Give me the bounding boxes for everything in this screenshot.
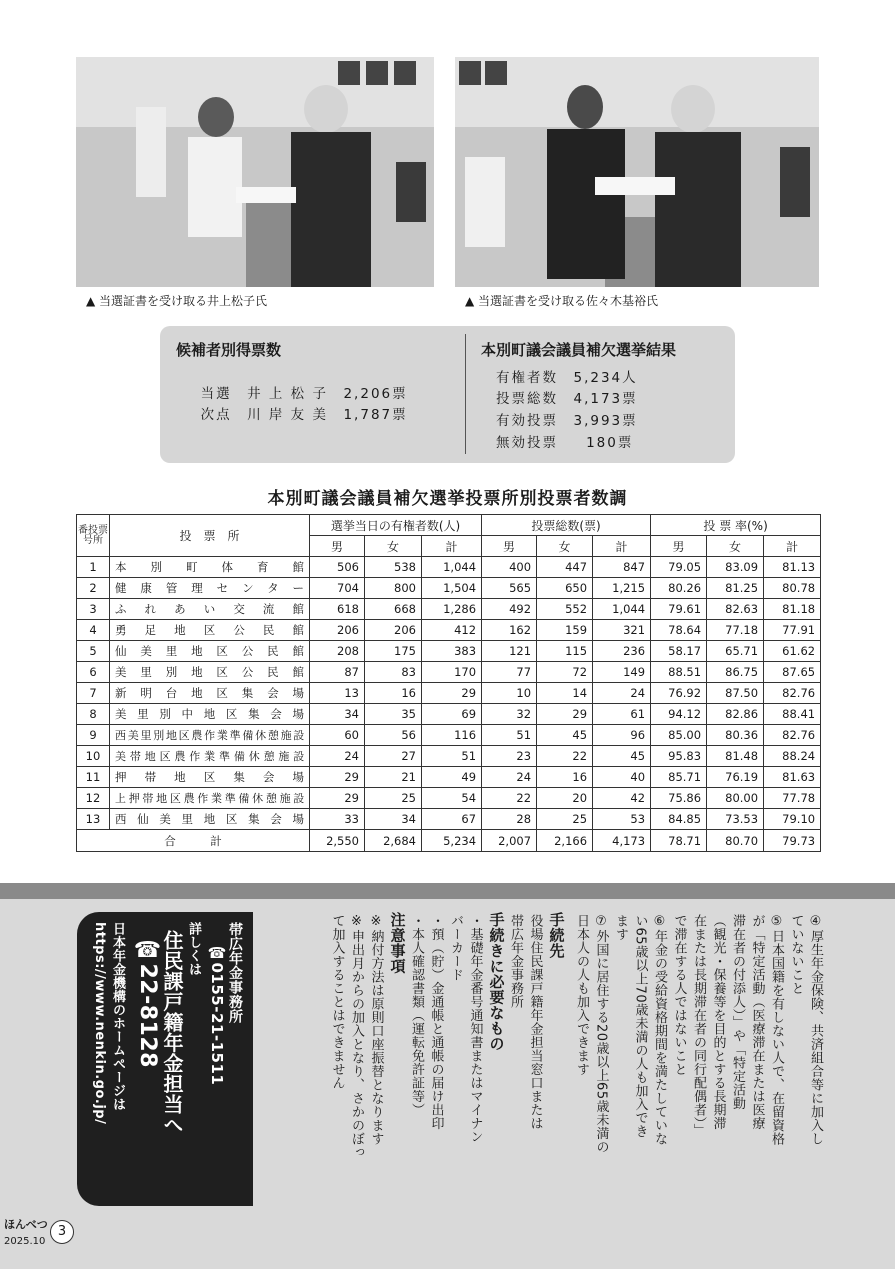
website-link[interactable]: https://www.nenkin.go.jp/	[92, 922, 107, 1125]
row-cell: 16	[365, 683, 422, 704]
header-female: 女	[537, 536, 593, 557]
header-number: 番投票号所	[77, 515, 110, 557]
summary-row	[496, 366, 638, 386]
row-place: 健康管理センター	[110, 578, 310, 599]
header-sum: 計	[764, 536, 821, 557]
table-row	[77, 683, 821, 704]
total-cell: 2,166	[537, 830, 593, 852]
row-cell: 383	[422, 641, 482, 662]
row-cell: 29	[422, 683, 482, 704]
eligibility-line: ⑤日本国籍を有しない人で、在留資格	[769, 914, 784, 1146]
header-female: 女	[365, 536, 422, 557]
issue-date: 2025.10	[4, 1236, 46, 1247]
row-cell: 236	[593, 641, 651, 662]
eligibility-line: 日本人の人も加入できます	[574, 914, 589, 1076]
row-cell: 162	[482, 620, 537, 641]
row-cell: 94.12	[651, 704, 707, 725]
header-male: 男	[651, 536, 707, 557]
total-cell: 2,684	[365, 830, 422, 852]
row-number: 12	[77, 788, 110, 809]
row-cell: 80.26	[651, 578, 707, 599]
row-cell: 704	[310, 578, 365, 599]
row-cell: 51	[482, 725, 537, 746]
row-number: 10	[77, 746, 110, 767]
row-cell: 83.09	[707, 557, 764, 578]
row-cell: 33	[310, 809, 365, 830]
eligibility-line: 在または長期滞在者の同行配偶者）」	[691, 914, 706, 1137]
row-place: 西仙美里地区集会場	[110, 809, 310, 830]
photo-caption-left: ▲ 当選証書を受け取る井上松子氏	[86, 294, 268, 308]
row-cell: 45	[537, 725, 593, 746]
photo-certificate-sasaki	[455, 57, 819, 287]
summary-label: 有効投票	[496, 413, 558, 429]
polling-station-table	[76, 514, 821, 852]
office-tel: ☎0155-21-1511	[208, 944, 226, 1086]
row-cell: 88.51	[651, 662, 707, 683]
row-cell: 1,044	[593, 599, 651, 620]
row-cell: 206	[365, 620, 422, 641]
notes-heading: 注意事項	[388, 912, 407, 974]
row-cell: 86.75	[707, 662, 764, 683]
procedure-line: 役場住民課戸籍年金担当窓口または	[527, 914, 543, 1130]
row-cell: 87	[310, 662, 365, 683]
row-place: 仙美里地区公民館	[110, 641, 310, 662]
row-cell: 847	[593, 557, 651, 578]
row-cell: 58.17	[651, 641, 707, 662]
row-cell: 668	[365, 599, 422, 620]
table-total-row	[77, 830, 821, 852]
row-cell: 27	[365, 746, 422, 767]
summary-label: 無効投票	[496, 435, 558, 451]
table-row	[77, 557, 821, 578]
eligibility-line: ⑥年金の受給資格期間を満たしていな	[652, 914, 667, 1146]
row-cell: 84.85	[651, 809, 707, 830]
table-title: 本別町議会議員補欠選挙投票所別投票者数調	[267, 489, 628, 509]
candidate-status: 次点	[200, 407, 232, 423]
row-cell: 23	[482, 746, 537, 767]
summary-label: 投票総数	[496, 391, 558, 407]
eligibility-line: 滞在者の付添人）」や「特定活動	[730, 914, 745, 1110]
row-cell: 21	[365, 767, 422, 788]
row-cell: 29	[310, 767, 365, 788]
row-cell: 61	[593, 704, 651, 725]
row-cell: 14	[537, 683, 593, 704]
detail-label: 詳しくは	[186, 922, 201, 976]
header-male: 男	[482, 536, 537, 557]
row-cell: 170	[422, 662, 482, 683]
row-cell: 82.76	[764, 683, 821, 704]
row-cell: 76.19	[707, 767, 764, 788]
row-cell: 51	[422, 746, 482, 767]
row-cell: 81.13	[764, 557, 821, 578]
row-cell: 96	[593, 725, 651, 746]
candidate-votes: 1,787票	[343, 407, 408, 423]
row-cell: 1,044	[422, 557, 482, 578]
row-cell: 34	[365, 809, 422, 830]
row-cell: 82.63	[707, 599, 764, 620]
header-male: 男	[310, 536, 365, 557]
candidates-title: 候補者別得票数	[176, 341, 282, 359]
header-female: 女	[707, 536, 764, 557]
row-cell: 81.25	[707, 578, 764, 599]
row-cell: 77	[482, 662, 537, 683]
brand-logo-text: ほんべつ	[4, 1218, 48, 1231]
row-cell: 81.18	[764, 599, 821, 620]
needs-line: バーカード	[448, 914, 463, 982]
row-cell: 77.78	[764, 788, 821, 809]
notes-line: て加入することはできません	[329, 914, 345, 1090]
row-cell: 22	[537, 746, 593, 767]
candidate-name: 井 上 松 子	[247, 386, 328, 402]
row-cell: 1,504	[422, 578, 482, 599]
total-cell: 2,550	[310, 830, 365, 852]
table-row	[77, 767, 821, 788]
total-cell: 78.71	[651, 830, 707, 852]
row-place: 上押帯地区農作業準備休憩施設	[110, 788, 310, 809]
row-cell: 80.00	[707, 788, 764, 809]
row-cell: 56	[365, 725, 422, 746]
eligibility-line: い65歳以上70歳未満の人も加入でき	[632, 914, 648, 1139]
row-cell: 34	[310, 704, 365, 725]
row-cell: 1,215	[593, 578, 651, 599]
results-divider	[465, 334, 466, 454]
row-cell: 208	[310, 641, 365, 662]
summary-value: 180票	[573, 435, 634, 451]
row-cell: 85.71	[651, 767, 707, 788]
row-number: 7	[77, 683, 110, 704]
row-cell: 82.76	[764, 725, 821, 746]
total-cell: 5,234	[422, 830, 482, 852]
eligibility-line: ます	[613, 914, 628, 941]
header-sum: 計	[422, 536, 482, 557]
photo-certificate-inoue	[76, 57, 434, 287]
row-number: 8	[77, 704, 110, 725]
row-cell: 79.05	[651, 557, 707, 578]
row-cell: 69	[422, 704, 482, 725]
row-cell: 800	[365, 578, 422, 599]
row-cell: 75.86	[651, 788, 707, 809]
header-total-votes: 投票総数(票)	[482, 515, 651, 536]
row-cell: 552	[537, 599, 593, 620]
row-cell: 49	[422, 767, 482, 788]
row-cell: 83	[365, 662, 422, 683]
summary-value: 4,173票	[573, 391, 638, 407]
row-cell: 618	[310, 599, 365, 620]
row-cell: 1,286	[422, 599, 482, 620]
row-number: 2	[77, 578, 110, 599]
table-row	[77, 725, 821, 746]
row-cell: 29	[310, 788, 365, 809]
row-cell: 88.41	[764, 704, 821, 725]
row-cell: 10	[482, 683, 537, 704]
eligibility-line: （観光・保養等を目的とする長期滞	[710, 914, 726, 1130]
procedure-line: 帯広年金事務所	[508, 914, 523, 1009]
notes-line: ※申出月からの加入となり、さかのぼっ	[349, 914, 364, 1159]
row-cell: 77.18	[707, 620, 764, 641]
row-cell: 115	[537, 641, 593, 662]
row-cell: 400	[482, 557, 537, 578]
row-cell: 321	[593, 620, 651, 641]
photo-caption-right: ▲ 当選証書を受け取る佐々木基裕氏	[465, 294, 659, 308]
summary-row	[496, 431, 633, 451]
eligibility-line: が「特定活動（医療滞在または医療	[749, 914, 765, 1130]
eligibility-line: ていないこと	[788, 914, 804, 995]
row-cell: 61.62	[764, 641, 821, 662]
row-number: 11	[77, 767, 110, 788]
table-row	[77, 662, 821, 683]
row-cell: 13	[310, 683, 365, 704]
photo-illustration	[455, 57, 819, 287]
table-row	[77, 599, 821, 620]
row-cell: 149	[593, 662, 651, 683]
eligibility-line: ⑦外国に居住する20歳以上65歳未満の	[593, 914, 609, 1154]
section-tel: ☎22-8128	[135, 938, 160, 1068]
table-row	[77, 746, 821, 767]
row-number: 4	[77, 620, 110, 641]
row-cell: 32	[482, 704, 537, 725]
row-cell: 24	[482, 767, 537, 788]
row-cell: 492	[482, 599, 537, 620]
row-cell: 565	[482, 578, 537, 599]
row-number: 9	[77, 725, 110, 746]
row-place: 押帯地区集会場	[110, 767, 310, 788]
candidate-votes: 2,206票	[343, 386, 408, 402]
row-cell: 73.53	[707, 809, 764, 830]
row-cell: 25	[537, 809, 593, 830]
total-cell: 4,173	[593, 830, 651, 852]
row-cell: 54	[422, 788, 482, 809]
row-cell: 206	[310, 620, 365, 641]
table-row	[77, 788, 821, 809]
page-number: 3	[50, 1220, 74, 1244]
row-cell: 85.00	[651, 725, 707, 746]
total-cell: 79.73	[764, 830, 821, 852]
office-name: 帯広年金事務所	[227, 922, 243, 1024]
row-cell: 42	[593, 788, 651, 809]
table-row	[77, 578, 821, 599]
candidate-row	[188, 387, 408, 423]
row-cell: 65.71	[707, 641, 764, 662]
row-number: 6	[77, 662, 110, 683]
row-cell: 80.78	[764, 578, 821, 599]
row-cell: 60	[310, 725, 365, 746]
needs-line: ・預（貯）金通帳と通帳の届け出印	[428, 914, 444, 1130]
header-turnout: 投 票 率(%)	[651, 515, 821, 536]
web-label: 日本年金機構のホームページは	[110, 922, 125, 1111]
table-row	[77, 809, 821, 830]
summary-label: 有権者数	[496, 370, 558, 386]
row-cell: 29	[537, 704, 593, 725]
summary-value: 5,234人	[573, 370, 638, 386]
row-cell: 45	[593, 746, 651, 767]
row-cell: 87.50	[707, 683, 764, 704]
summary-title: 本別町議会議員補欠選挙結果	[481, 341, 677, 359]
row-cell: 16	[537, 767, 593, 788]
row-cell: 175	[365, 641, 422, 662]
row-number: 13	[77, 809, 110, 830]
header-registered: 選挙当日の有権者数(人)	[310, 515, 482, 536]
table-row	[77, 620, 821, 641]
total-cell: 2,007	[482, 830, 537, 852]
section-divider-bar	[0, 883, 895, 899]
eligibility-line: ④厚生年金保険、共済組合等に加入し	[808, 914, 823, 1146]
table-body	[77, 557, 821, 830]
row-number: 5	[77, 641, 110, 662]
summary-value: 3,993票	[573, 413, 638, 429]
row-cell: 95.83	[651, 746, 707, 767]
row-cell: 28	[482, 809, 537, 830]
row-cell: 650	[537, 578, 593, 599]
needs-line: ・本人確認書類（運転免許証等）	[409, 914, 424, 1117]
candidate-status: 当選	[200, 386, 232, 402]
row-cell: 67	[422, 809, 482, 830]
row-place: 美里別中地区集会場	[110, 704, 310, 725]
row-place: 新明台地区集会場	[110, 683, 310, 704]
photo-illustration	[76, 57, 434, 287]
row-place: 本別町体育館	[110, 557, 310, 578]
row-cell: 25	[365, 788, 422, 809]
row-cell: 506	[310, 557, 365, 578]
row-cell: 81.48	[707, 746, 764, 767]
row-place: 勇足地区公民館	[110, 620, 310, 641]
row-number: 3	[77, 599, 110, 620]
row-number: 1	[77, 557, 110, 578]
row-cell: 159	[537, 620, 593, 641]
needs-heading: 手続きに必要なもの	[487, 912, 506, 1052]
row-cell: 88.24	[764, 746, 821, 767]
row-cell: 22	[482, 788, 537, 809]
eligibility-line: で滞在する人ではないこと	[671, 914, 687, 1076]
row-cell: 538	[365, 557, 422, 578]
total-label: 合 計	[77, 830, 310, 852]
notes-line: ※納付方法は原則口座振替となります	[368, 914, 384, 1146]
row-cell: 79.61	[651, 599, 707, 620]
section-name: 住民課戸籍年金担当へ	[160, 930, 184, 1135]
row-cell: 20	[537, 788, 593, 809]
row-place: ふれあい交流館	[110, 599, 310, 620]
row-cell: 53	[593, 809, 651, 830]
row-cell: 72	[537, 662, 593, 683]
row-cell: 79.10	[764, 809, 821, 830]
row-place: 西美里別地区農作業準備休憩施設	[110, 725, 310, 746]
row-cell: 24	[593, 683, 651, 704]
row-cell: 78.64	[651, 620, 707, 641]
row-cell: 81.63	[764, 767, 821, 788]
procedure-heading: 手続先	[547, 912, 566, 959]
row-cell: 77.91	[764, 620, 821, 641]
table-row	[77, 641, 821, 662]
row-cell: 412	[422, 620, 482, 641]
contact-block	[77, 912, 253, 1206]
row-cell: 116	[422, 725, 482, 746]
row-cell: 24	[310, 746, 365, 767]
row-cell: 121	[482, 641, 537, 662]
summary-row	[496, 409, 638, 429]
row-cell: 80.36	[707, 725, 764, 746]
candidate-name: 川 岸 友 美	[247, 407, 328, 423]
row-cell: 40	[593, 767, 651, 788]
total-cell: 80.70	[707, 830, 764, 852]
row-cell: 82.86	[707, 704, 764, 725]
row-place: 美里別地区公民館	[110, 662, 310, 683]
table-row	[77, 704, 821, 725]
row-cell: 76.92	[651, 683, 707, 704]
header-place: 投 票 所	[110, 515, 310, 557]
needs-line: ・基礎年金番号通知書またはマイナン	[467, 914, 483, 1144]
summary-row	[496, 387, 638, 407]
row-cell: 35	[365, 704, 422, 725]
row-place: 美帯地区農作業準備休憩施設	[110, 746, 310, 767]
header-sum: 計	[593, 536, 651, 557]
row-cell: 87.65	[764, 662, 821, 683]
row-cell: 447	[537, 557, 593, 578]
